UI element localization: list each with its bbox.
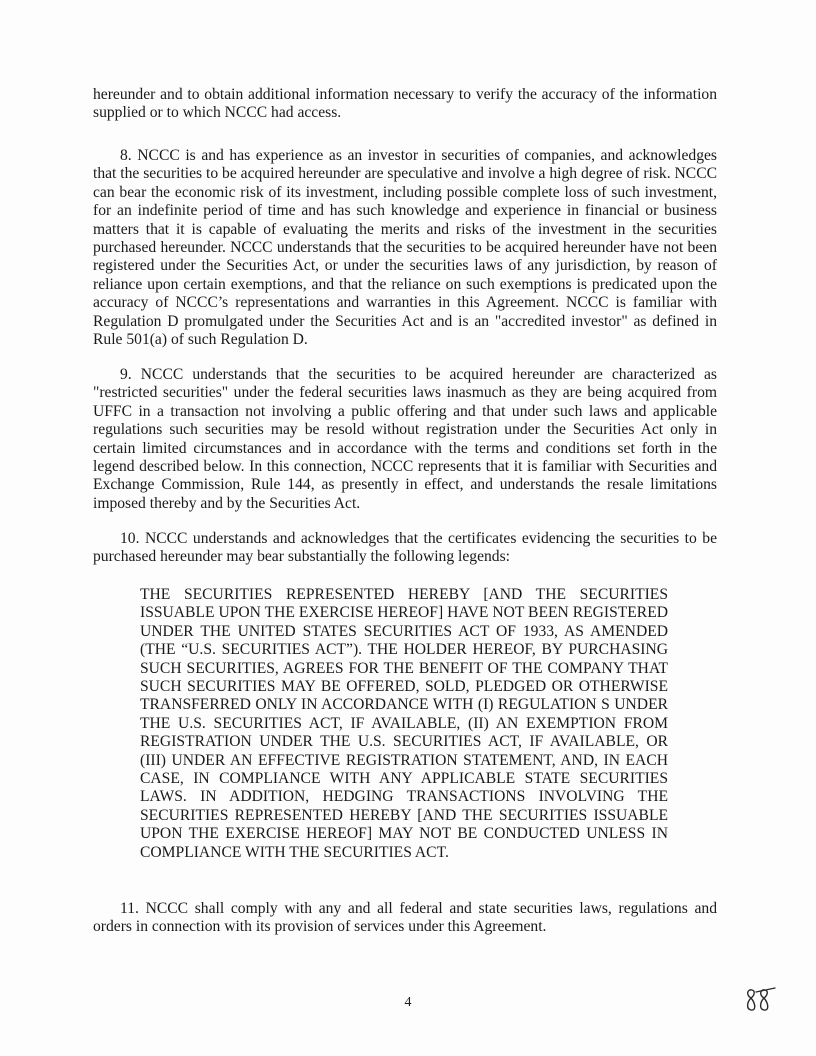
restricted-securities-legend: THE SECURITIES REPRESENTED HEREBY [AND THE SECURITIES ISSUABLE UPON THE EXERCISE HEREOF] HAVE NOT BEEN REGISTERED UNDER THE UNITED STATES SECURITIES ACT OF 1933, AS AMENDED (THE “U.S. SECURITIES ACT”). THE HOLDER HEREOF, BY PURCHASING SUCH SECURITIES, AGREES FOR THE BENEFIT OF THE COMPANY THAT SUCH SECURITIES MAY BE OFFERED, SOLD, PLEDGED OR OTHERWISE TRANSFERRED ONLY IN ACCORDANCE WITH (I) REGULATION S UNDER THE U.S. SECURITIES ACT, IF AVAILABLE, (II) AN EXEMPTION FROM REGISTRATION UNDER THE U.S. SECURITIES ACT, IF AVAILABLE, OR (III) UNDER AN EFFECTIVE REGISTRATION STATEMENT, AND, IN EACH CASE, IN COMPLIANCE WITH ANY APPLICABLE STATE SECURITIES LAWS. IN ADDITION, HEDGING TRANSACTIONS INVOLVING THE SECURITIES REPRESENTED HEREBY [AND THE SECURITIES ISSUABLE UPON THE EXERCISE HEREOF] MAY NOT BE CONDUCTED UNLESS IN COMPLIANCE WITH THE SECURITIES ACT.	[140, 586, 668, 861]
handwritten-initials-mark	[742, 986, 778, 1014]
paragraph-10: 10. NCCC understands and acknowledges that the certificates evidencing the securities to be purchased hereunder may bear substantially the following legends:	[93, 530, 717, 566]
paragraph-11: 11. NCCC shall comply with any and all federal and state securities laws, regulations and orders in connection with its provision of services under this Agreement.	[93, 900, 717, 936]
paragraph-9: 9. NCCC understands that the securities to be acquired hereunder are characterized as "restricted securities" under the federal securities laws inasmuch as they are being acquired from UFFC in a transaction not involving a public offering and that under such laws and applicable regulations such securities may be resold without registration under the Securities Act only in certain limited circumstances and in accordance with the terms and conditions set forth in the legend described below. In this connection, NCCC represents that it is familiar with Securities and Exchange Commission, Rule 144, as presently in effect, and understands the resale limitations imposed thereby and by the Securities Act.	[93, 366, 717, 512]
paragraph-continued: hereunder and to obtain additional information necessary to verify the accuracy of the information supplied or to which NCCC had access.	[93, 86, 717, 122]
paragraph-8: 8. NCCC is and has experience as an investor in securities of companies, and acknowledges that the securities to be acquired hereunder are speculative and involve a high degree of risk. NCCC can bear the economic risk of its investment, including possible complete loss of such investment, for an indefinite period of time and has such knowledge and experience in financial or business matters that it is capable of evaluating the merits and risks of the investment in the securities purchased hereunder. NCCC understands that the securities to be acquired hereunder have not been registered under the Securities Act, or under the securities laws of any jurisdiction, by reason of reliance upon certain exemptions, and that the reliance on such exemptions is predicated upon the accuracy of NCCC’s representations and warranties in this Agreement. NCCC is familiar with Regulation D promulgated under the Securities Act and is an "accredited investor" as defined in Rule 501(a) of such Regulation D.	[93, 147, 717, 349]
page-number: 4	[404, 995, 412, 1010]
